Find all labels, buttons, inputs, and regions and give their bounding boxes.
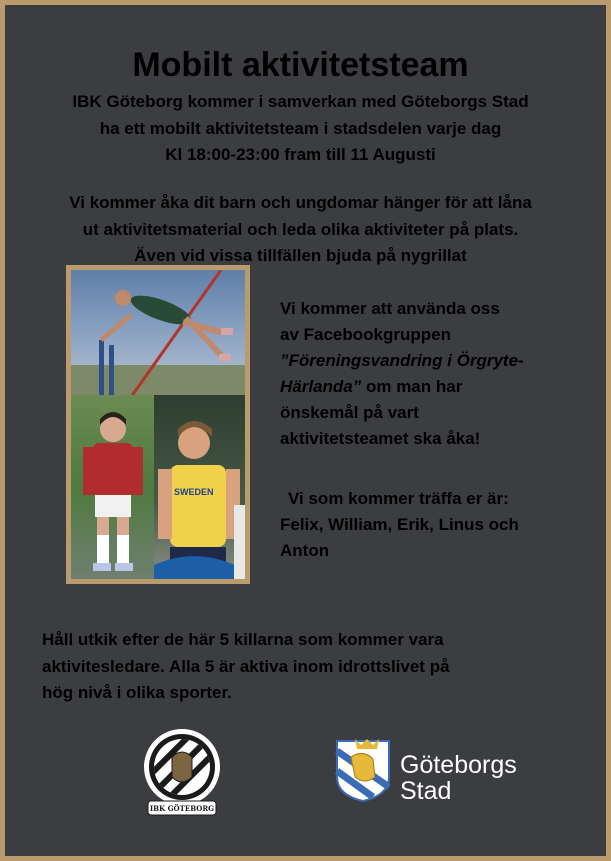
football-player-photo (71, 395, 154, 579)
intro-line-3: Kl 18:00-23:00 fram till 11 Augusti (165, 145, 436, 164)
poster-title: Mobilt aktivitetsteam (132, 46, 469, 84)
intro-line-2: ha ett mobilt aktivitetsteam i stadsdelen varje dag (99, 119, 502, 138)
meet-line-3: Anton (280, 541, 330, 560)
description-line-2: ut aktivitetsmaterial och leda olika aktiviteter på plats. (82, 220, 519, 239)
footer-line-2: aktivitesledare. Alla 5 är aktiva inom idrottslivet på (42, 657, 450, 676)
athlete-image (154, 395, 245, 579)
shirt-text: SWEDEN (174, 487, 214, 497)
goteborgs-stad-text (400, 752, 517, 804)
intro-line-1: IBK Göteborg kommer i samverkan med Göteborgs Stad (72, 92, 529, 111)
facebook-line-6: aktivitetsteamet ska åka! (280, 429, 481, 448)
gbg-line-2: Stad (400, 777, 452, 805)
facebook-line-5: önskemål på vart (280, 403, 419, 422)
description-line-3: Även vid vissa tillfällen bjuda på nygrillat (134, 246, 467, 265)
pole-vault-image (71, 270, 245, 397)
meet-line-2: Felix, William, Erik, Linus och (280, 515, 519, 534)
facebook-line-4 (280, 375, 462, 398)
meet-line-1: Vi som kommer träffa er är: (288, 489, 509, 508)
facebook-line-1: Vi kommer att använda oss (280, 299, 500, 318)
facebook-group-name-1: ”Föreningsvandring i Örgryte- (280, 351, 524, 370)
description-line-1: Vi kommer åka dit barn och ungdomar hänger för att låna (69, 193, 532, 212)
facebook-line-2: av Facebookgruppen (280, 325, 451, 344)
pole-vault-photo (71, 270, 245, 397)
athlete-photo (154, 395, 245, 579)
footer-line-1: Håll utkik efter de här 5 killarna som kommer vara (42, 630, 444, 649)
lion-shield-icon (333, 737, 393, 803)
facebook-line-4-rest: om man har (361, 377, 463, 396)
photo-collage (66, 265, 250, 584)
facebook-group-name-2: Härlanda” (280, 377, 362, 396)
goteborgs-stad-crest (333, 737, 393, 803)
footer-line-3: hög nivå i olika sporter. (42, 683, 232, 702)
gbg-line-1: Göteborgs (400, 751, 517, 779)
football-player-image (71, 395, 154, 579)
ibk-crest-icon (140, 727, 224, 819)
ibk-logo-text: IBK GÖTEBORG (149, 804, 215, 813)
ibk-goteborg-logo (140, 727, 224, 819)
